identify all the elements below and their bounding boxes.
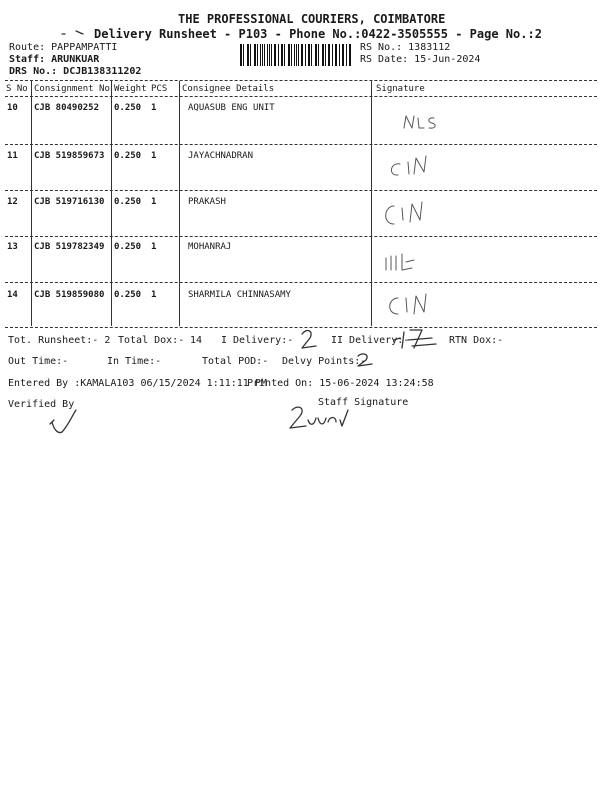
- total-dox-label: Total Dox:-: [118, 335, 185, 346]
- row-pcs: 1: [151, 151, 157, 161]
- staff-signature: [284, 402, 356, 434]
- row-pcs: 1: [151, 242, 157, 252]
- staff-label: Staff: ARUNKUAR: [9, 54, 100, 65]
- rs-date: RS Date: 15-Jun-2024: [360, 54, 481, 65]
- signature-mark: [380, 248, 440, 274]
- row-consignee: JAYACHNADRAN: [188, 151, 254, 161]
- printed-on: Printed On: 15-06-2024 13:24:58: [247, 378, 434, 389]
- row-consignment: CJB 519859673: [34, 151, 105, 161]
- row-pcs: 1: [151, 197, 157, 207]
- rs-number: RS No.: 1383112: [360, 42, 451, 53]
- ii-delivery-label: II Delivery:-: [331, 335, 410, 346]
- pen-mark-icon: [58, 26, 92, 40]
- in-time-label: In Time:-: [107, 356, 162, 367]
- row-sno: 10: [7, 103, 18, 113]
- row-consignment: CJB 80490252: [34, 103, 100, 113]
- row-consignee: SHARMILA CHINNASAMY: [188, 290, 291, 300]
- row-consignment: CJB 519859080: [34, 290, 105, 300]
- row-consignee: AQUASUB ENG UNIT: [188, 103, 275, 113]
- i-delivery-label: I Delivery:-: [221, 335, 294, 346]
- col-header-weight: Weight: [114, 84, 147, 94]
- signature-mark: [378, 148, 448, 182]
- signature-mark: [378, 284, 448, 320]
- barcode-icon: [240, 44, 352, 66]
- row-consignment: CJB 519716130: [34, 197, 105, 207]
- rtn-dox-label: RTN Dox:-: [449, 335, 504, 346]
- signature-mark: [376, 194, 446, 232]
- col-header-consignment: Consignment No: [34, 84, 110, 94]
- staff-signature-label: Staff Signature: [318, 397, 409, 408]
- out-time-label: Out Time:-: [8, 356, 69, 367]
- row-weight: 0.250: [114, 151, 142, 161]
- row-sno: 14: [7, 290, 18, 300]
- runsheet-title: Delivery Runsheet - P103 - Phone No.:0422-3505555 - Page No.:2: [94, 27, 542, 41]
- route-label: Route: PAPPAMPATTI: [9, 42, 118, 53]
- row-weight: 0.250: [114, 103, 142, 113]
- company-name: THE PROFESSIONAL COURIERS, COIMBATORE: [178, 12, 446, 26]
- row-weight: 0.250: [114, 197, 142, 207]
- row-sno: 13: [7, 242, 18, 252]
- row-weight: 0.250: [114, 290, 142, 300]
- row-pcs: 1: [151, 103, 157, 113]
- total-dox-value: 14: [190, 335, 203, 346]
- row-consignee: PRAKASH: [188, 197, 226, 207]
- col-header-pcs: PCS: [151, 84, 168, 94]
- row-pcs: 1: [151, 290, 157, 300]
- row-sno: 11: [7, 151, 18, 161]
- handwritten-count: [392, 326, 440, 352]
- entered-by: Entered By :KAMALA103 06/15/2024 1:11:11 PM: [8, 378, 267, 389]
- verified-by-label: Verified By: [8, 399, 75, 410]
- col-header-sno: S No: [6, 84, 28, 94]
- verifier-signature: [46, 408, 82, 442]
- tot-runsheet: Tot. Runsheet:- 2: [8, 335, 111, 346]
- total-pod-label: Total POD:-: [202, 356, 269, 367]
- row-sno: 12: [7, 197, 18, 207]
- col-header-consignee: Consignee Details: [182, 84, 275, 94]
- handwritten-count: [296, 326, 322, 352]
- row-consignee: MOHANRAJ: [188, 242, 232, 252]
- handwritten-count: [354, 350, 376, 370]
- signature-mark: [400, 110, 450, 134]
- delvy-points-label: Delvy Points:-: [282, 356, 367, 367]
- col-header-signature: Signature: [376, 84, 425, 94]
- row-weight: 0.250: [114, 242, 142, 252]
- drs-number: DRS No.: DCJB138311202: [9, 66, 142, 77]
- row-consignment: CJB 519782349: [34, 242, 105, 252]
